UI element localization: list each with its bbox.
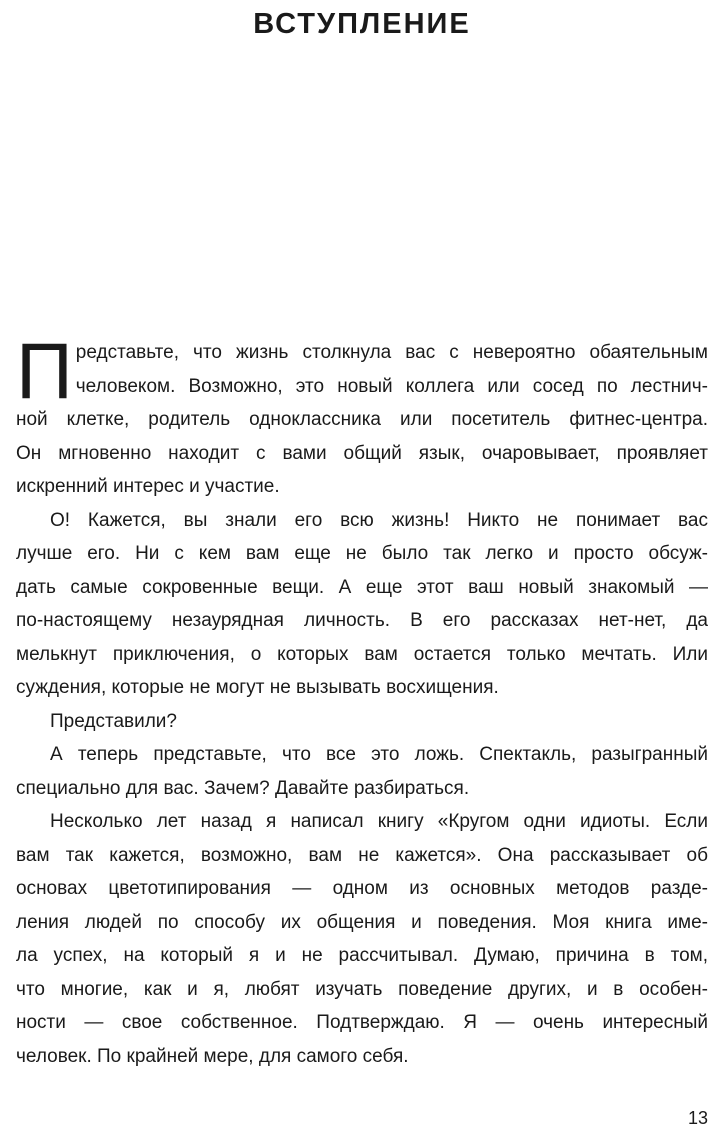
text-line: человек. По крайней мере, для самого себя. [16,1045,409,1067]
text-line: ности — свое собственное. Подтверждаю. Я — очень интересный [16,1012,708,1033]
text-line: Он мгновенно находит с вами общий язык, очаровывает, проявляет [16,442,708,464]
drop-cap: П [16,326,73,415]
text-line: О! Кажется, вы знали его всю жизнь! Никто не понимает вас [50,509,708,531]
text-line: ления людей по способу их общения и поведения. Моя книга име- [16,911,708,933]
text-line: дать самые сокровенные вещи. А еще этот ваш новый знакомый — [16,576,708,598]
paragraph-2 [16,504,708,705]
text-line: человеком. Возможно, это новый коллега или сосед по лестнич- [75,375,708,397]
text-line: вам так кажется, возможно, вам не кажется». Она рассказывает об [16,844,708,866]
text-line: редставьте, что жизнь столкнула вас с невероятно обаятельным [75,342,708,363]
page-number: 13 [687,1108,708,1128]
text-line: искренний интерес и участие. [16,476,280,497]
text-line: Несколько лет назад я написал книгу «Кругом одни идиоты. Если [50,811,708,832]
text-line: ной клетке, родитель одноклассника или посетитель фитнес-центра. [16,409,708,430]
text-line: по-настоящему незаурядная личность. В его рассказах нет-нет, да [16,610,708,631]
text-line: суждения, которые не могут не вызывать восхищения. [16,677,499,698]
text-line: лучше его. Ни с кем вам еще не было так легко и просто обсуж- [16,543,708,564]
text-line: мелькнут приключения, о которых вам остается только мечтать. Или [16,643,708,665]
paragraph-1 [16,326,708,504]
text-line: что многие, как и я, любят изучать поведение других, и в особен- [16,978,708,1000]
paragraph-5 [16,805,708,1073]
chapter-title: ВСТУПЛЕНИЕ [253,8,471,40]
text-line: ла успех, на который я и не рассчитывал. Думаю, причина в том, [16,945,708,966]
text-line: специально для вас. Зачем? Давайте разбираться. [16,777,470,799]
text-line: Представили? [50,710,177,732]
body-text [16,326,708,1073]
text-line: А теперь представьте, что все это ложь. Спектакль, разыгранный [50,744,708,765]
paragraph-4 [16,738,708,805]
text-line: основах цветотипирования — одном из основных методов разде- [16,878,708,899]
paragraph-3 [16,705,708,739]
